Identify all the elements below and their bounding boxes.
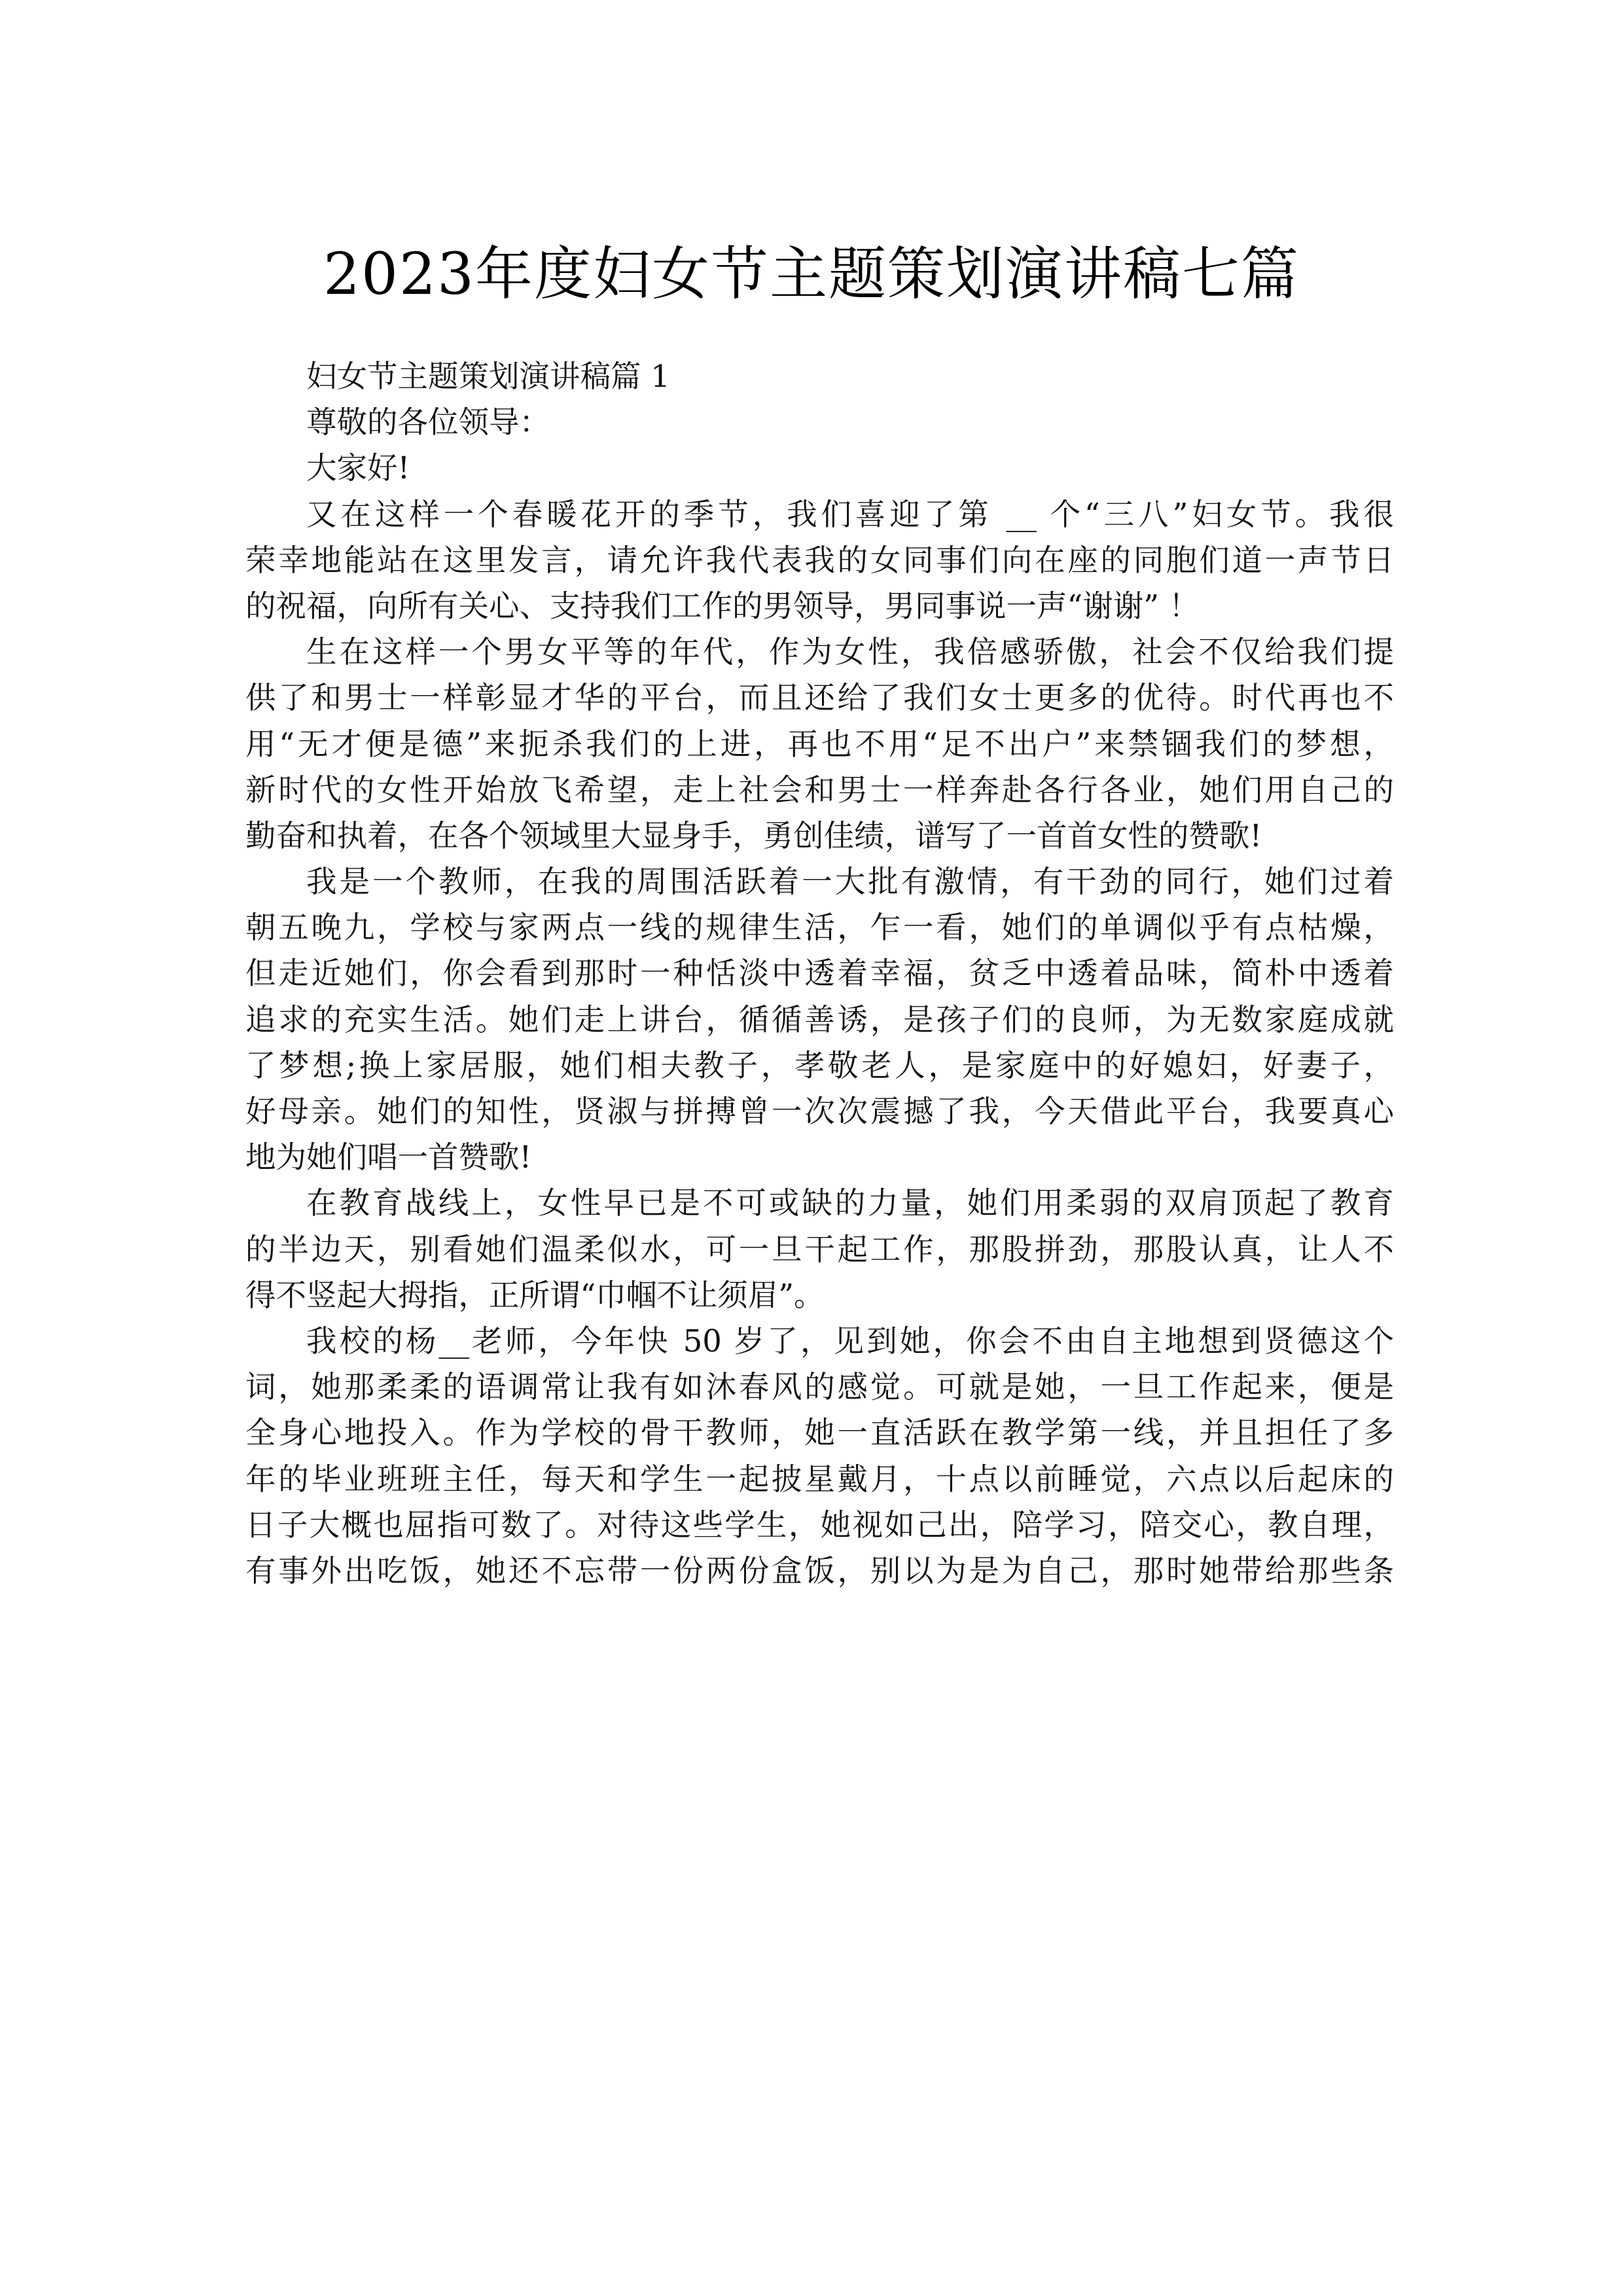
text-line: 用“无才便是德”来扼杀我们的上进，再也不用“足不出户”来禁锢我们的梦想， <box>245 726 1394 762</box>
text-line: 供了和男士一样彰显才华的平台，而且还给了我们女士更多的优待。时代再也不 <box>245 680 1394 716</box>
text-line: 妇女节主题策划演讲稿篇 1 <box>306 359 670 394</box>
text-line: 日子大概也屈指可数了。对待这些学生，她视如己出，陪学习，陪交心，教自理， <box>245 1507 1394 1543</box>
text-line: 全身心地投入。作为学校的骨干教师，她一直活跃在教学第一线，并且担任了多 <box>245 1415 1394 1451</box>
document-title: 2023年度妇女节主题策划演讲稿七篇 <box>323 240 1300 308</box>
text-line: 的半边天，别看她们温柔似水，可一旦干起工作，那股拼劲，那股认真，让人不 <box>245 1231 1394 1267</box>
text-line: 追求的充实生活。她们走上讲台，循循善诱，是孩子们的良师，为无数家庭成就 <box>245 1001 1394 1037</box>
text-line: 生在这样一个男女平等的年代，作为女性，我倍感骄傲，社会不仅给我们提 <box>306 634 1394 670</box>
text-line: 我是一个教师，在我的周围活跃着一大批有激情，有干劲的同行，她们过着 <box>306 864 1394 900</box>
text-line: 新时代的女性开始放飞希望，走上社会和男士一样奔赴各行各业，她们用自己的 <box>245 772 1394 808</box>
text-line: 荣幸地能站在这里发言，请允许我代表我的女同事们向在座的同胞们道一声节日 <box>245 542 1394 578</box>
text-line: 年的毕业班班主任，每天和学生一起披星戴月，十点以前睡觉，六点以后起床的 <box>245 1461 1394 1497</box>
text-line: 勤奋和执着，在各个领域里大显身手，勇创佳绩，谱写了一首首女性的赞歌! <box>245 817 1262 853</box>
text-line: 大家好! <box>306 450 410 486</box>
text-line: 又在这样一个春暖花开的季节，我们喜迎了第 __ 个“三八”妇女节。我很 <box>306 496 1394 532</box>
text-line: 但走近她们，你会看到那时一种恬淡中透着幸福，贫乏中透着品味，简朴中透着 <box>245 956 1394 992</box>
text-line: 了梦想;换上家居服，她们相夫教子，孝敬老人，是家庭中的好媳妇，好妻子， <box>245 1047 1394 1083</box>
text-line: 我校的杨__老师，今年快 50 岁了，见到她，你会不由自主地想到贤德这个 <box>306 1323 1394 1359</box>
text-line: 的祝福，向所有关心、支持我们工作的男领导，男同事说一声“谢谢” ！ <box>245 588 1200 624</box>
text-line: 地为她们唱一首赞歌! <box>245 1139 532 1175</box>
text-line: 好母亲。她们的知性，贤淑与拼搏曾一次次震撼了我，今天借此平台，我要真心 <box>245 1094 1394 1129</box>
document-body <box>245 353 1394 1594</box>
text-line: 得不竖起大拇指，正所谓“巾帼不让须眉”。 <box>245 1277 825 1313</box>
text-line: 尊敬的各位领导： <box>306 404 550 440</box>
text-line: 朝五晚九，学校与家两点一线的规律生活，乍一看，她们的单调似乎有点枯燥， <box>245 910 1394 946</box>
text-line: 在教育战线上，女性早已是不可或缺的力量，她们用柔弱的双肩顶起了教育 <box>306 1185 1394 1221</box>
text-line: 词，她那柔柔的语调常让我有如沐春风的感觉。可就是她，一旦工作起来，便是 <box>245 1369 1394 1405</box>
text-line: 有事外出吃饭，她还不忘带一份两份盒饭，别以为是为自己，那时她带给那些条 <box>245 1552 1394 1588</box>
